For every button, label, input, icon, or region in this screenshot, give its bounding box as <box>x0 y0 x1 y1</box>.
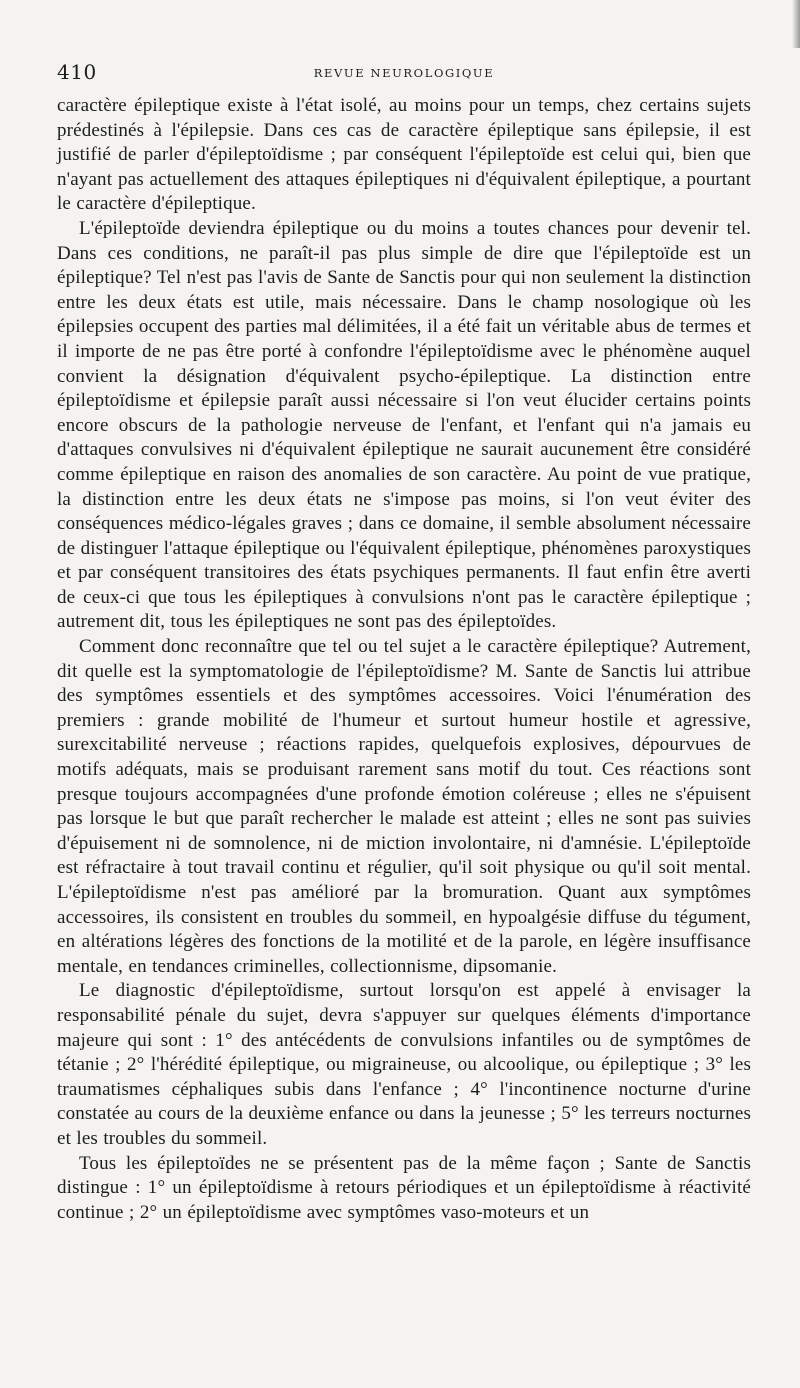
page-edge-shadow <box>792 0 800 48</box>
paragraph-3: Comment donc reconnaître que tel ou tel sujet a le caractère épileptique? Autrement, dit quelle est la symptomatologie de l'épileptoïdisme? M. Sante de Sanctis lui attribue des symptômes essentiels et des symptômes accessoires. Voici l'énumération des premiers : grande mobilité de l'humeur et surtout humeur hostile et agressive, surexcitabilité nerveuse ; réactions rapides, quelquefois explosives, dépourvues de motifs adéquats, mais se produisant rarement sans motif du tout. Ces réactions sont presque toujours accompagnées d'une profonde émotion coléreuse ; elles ne s'épuisent pas lorsque le but que paraît rechercher le malade est atteint ; elles ne sont pas suivies d'épuisement ni de somnolence, ni de miction involontaire, ni d'amnésie. L'épileptoïde est réfractaire à tout travail continu et régulier, qu'il soit physique ou qu'il soit mental. L'épileptoïdisme n'est pas amélioré par la bromuration. Quant aux symptômes accessoires, ils consistent en troubles du sommeil, en hypoalgésie diffuse du tégument, en altérations légères des fonctions de la motilité et de la parole, en légère insuffisance mentale, en tendances criminelles, collectionnisme, dipsomanie. <box>57 636 751 977</box>
book-page <box>57 60 751 1225</box>
paragraph-2: L'épileptoïde deviendra épileptique ou du moins a toutes chances pour devenir tel. Dans ces conditions, ne paraît-il pas plus simple de dire que l'épileptoïde est un épileptique? Tel n'est pas l'avis de Sante de Sanctis pour qui non seulement la distinction entre les deux états est utile, mais nécessaire. Dans le champ nosologique où les épilepsies occupent des parties mal délimitées, il a été fait un véritable abus de termes et il importe de ne pas être porté à confondre l'épileptoïdisme avec le phénomène auquel convient la désignation d'équivalent psycho-épileptique. La distinction entre épileptoïdisme et épilepsie paraît aussi nécessaire si l'on veut élucider certains points encore obscurs de la pathologie nerveuse de l'enfant, et l'enfant qui n'a jamais eu d'attaques convulsives ni d'équivalent épileptique ne saurait aucunement être considéré comme épileptique en raison des anomalies de son caractère. Au point de vue pratique, la distinction entre les deux états ne s'impose pas moins, si l'on veut éviter des conséquences médico-légales graves ; dans ce domaine, il semble absolument nécessaire de distinguer l'attaque épileptique ou l'équivalent épileptique, phénomènes paroxystiques et par conséquent transitoires des états psychiques permanents. Il faut enfin être averti de ceux-ci que tous les épileptiques à convulsions n'ont pas le caractère épileptique ; autrement dit, tous les épileptiques ne sont pas des épileptoïdes. <box>57 217 751 633</box>
running-head <box>57 60 751 94</box>
paragraph-1: caractère épileptique existe à l'état isolé, au moins pour un temps, chez certains sujets prédestinés à l'épilepsie. Dans ces cas de caractère épileptique sans épilepsie, il est justifié de parler d'épileptoïdisme ; par conséquent l'épileptoïde est celui qui, bien que n'ayant pas actuellement des attaques épileptiques ni d'équivalent épileptique, a pourtant le caractère d'épileptique. <box>57 95 751 215</box>
page-number: 410 <box>57 60 97 84</box>
article-body <box>57 94 751 1225</box>
paragraph-5: Tous les épileptoïdes ne se présentent pas de la même façon ; Sante de Sanctis distingue : 1° un épileptoïdisme à retours périodiques et un épileptoïdisme à réactivité continue ; 2° un épileptoïdisme avec symptômes vaso-moteurs et un <box>57 1152 751 1223</box>
journal-title: REVUE NEUROLOGIQUE <box>313 66 495 80</box>
paragraph-4: Le diagnostic d'épileptoïdisme, surtout lorsqu'on est appelé à envisager la responsabilité pénale du sujet, devra s'appuyer sur quelques éléments d'importance majeure qui sont : 1° des antécédents de convulsions infantiles ou de symptômes de tétanie ; 2° l'hérédité épileptique, ou migraineuse, ou alcoolique, ou épileptique ; 3° les traumatismes céphaliques subis dans l'enfance ; 4° l'incontinence nocturne d'urine constatée au cours de la deuxième enfance ou dans la jeunesse ; 5° les terreurs nocturnes et les troubles du sommeil. <box>57 980 751 1149</box>
